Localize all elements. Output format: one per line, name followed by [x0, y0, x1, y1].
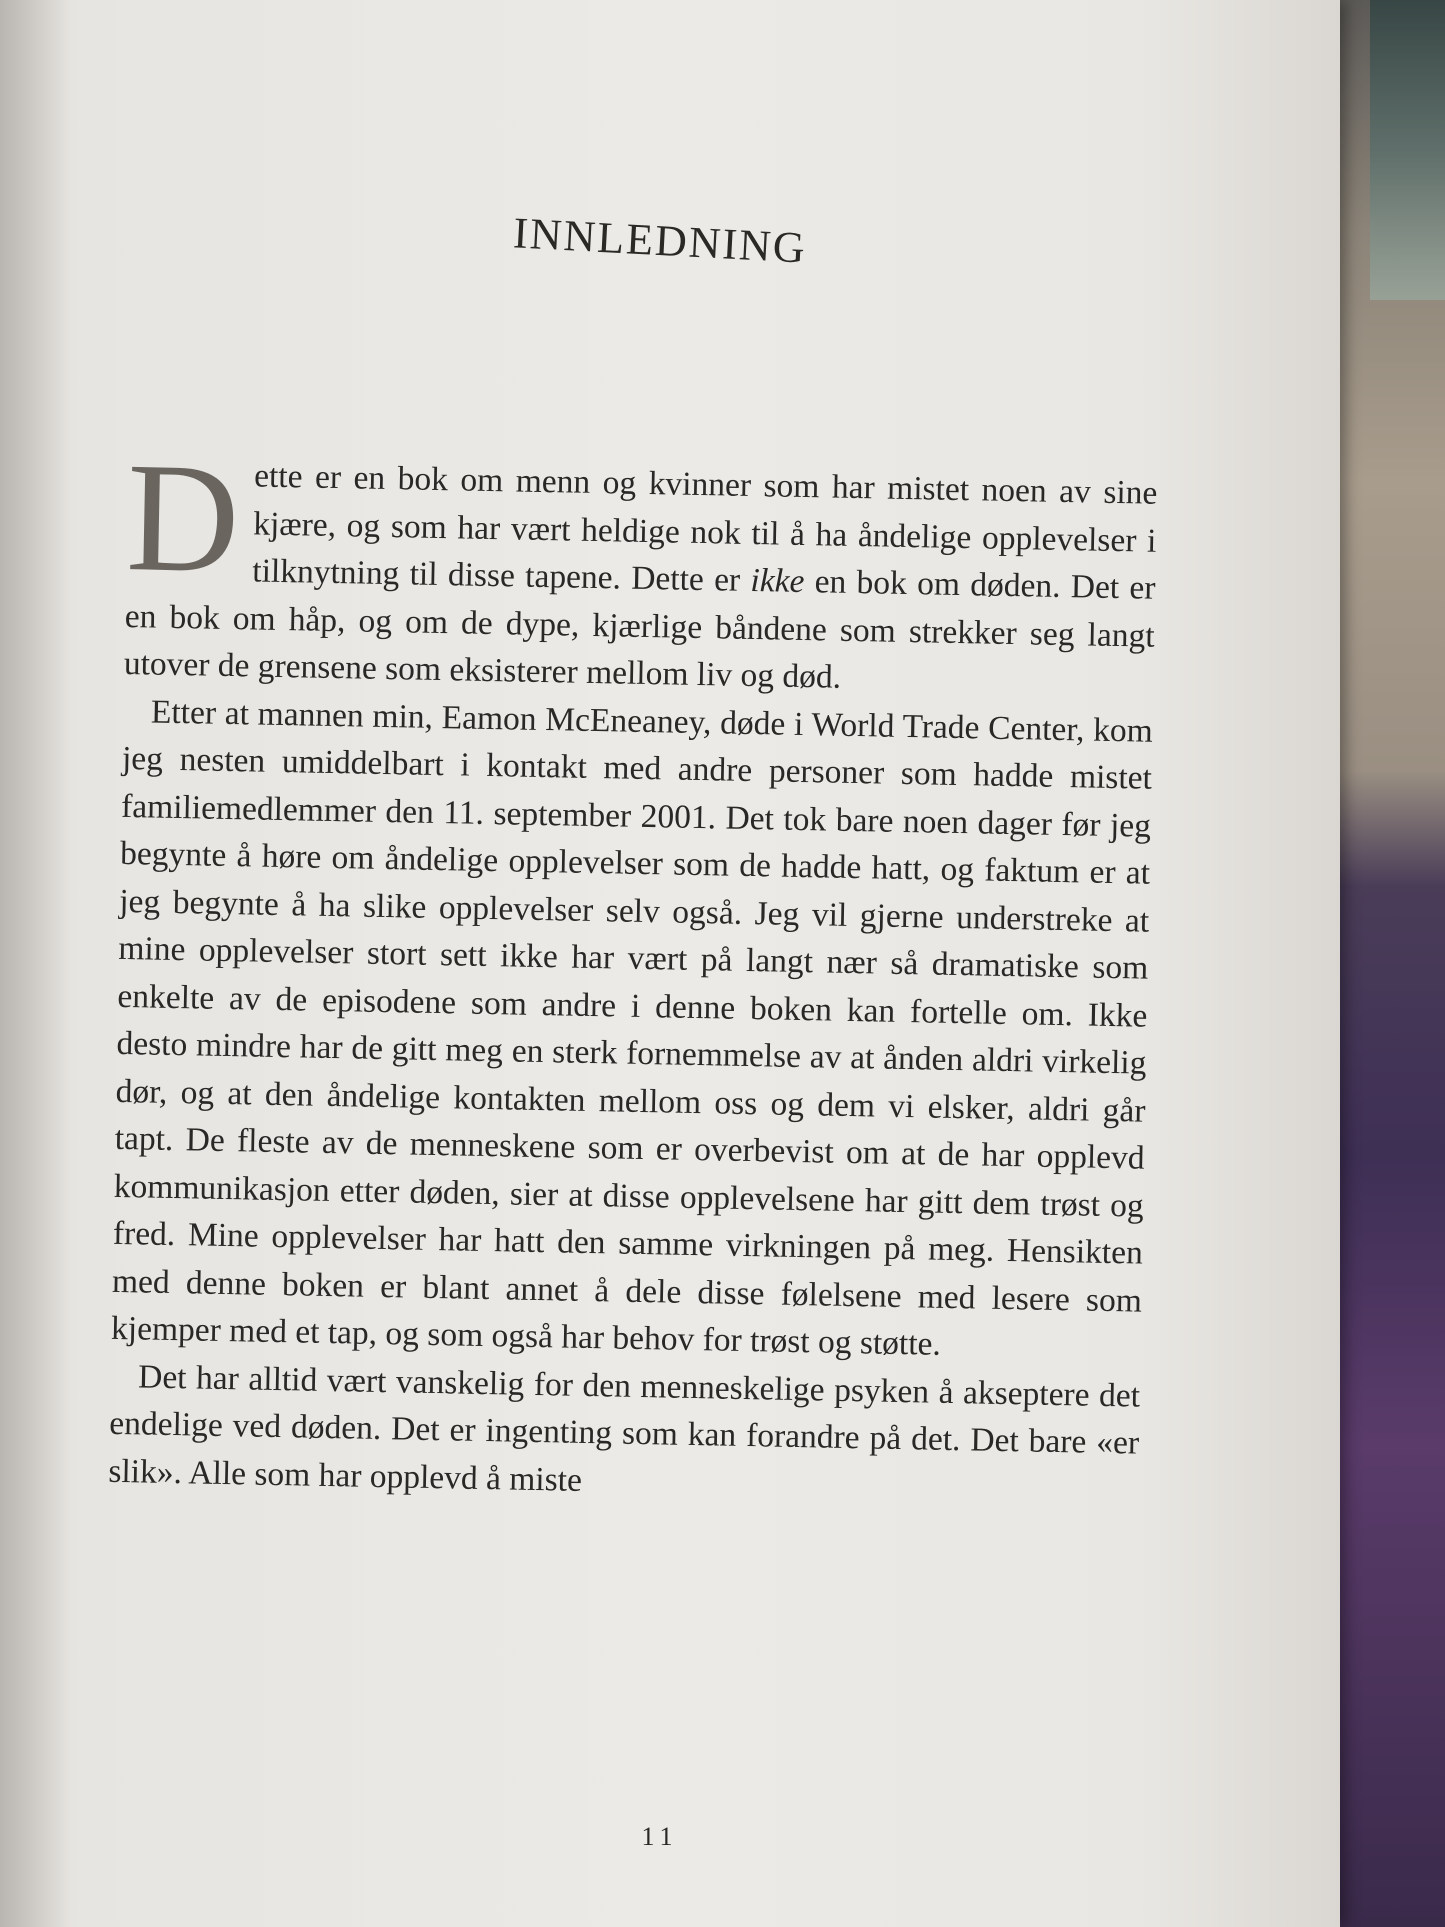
- paragraph-1: [123, 430, 1158, 707]
- background-table: [1330, 0, 1445, 1927]
- paragraph-3: Det har alltid vært vanskelig for den menneskelige psyken å akseptere det endelige ved døden. Det er ingenting som kan forandre på det. Det bare «er slik». Alle som har opplevd å miste: [108, 1357, 1141, 1499]
- chapter-title: INNLEDNING: [512, 208, 808, 273]
- emphasis-ikke: ikke: [750, 561, 805, 601]
- body-text: [108, 430, 1158, 1515]
- drop-cap: D: [125, 430, 242, 606]
- paragraph-1-text-b: en bok om døden. Det er en bok om håp, og om de dype, kjærlige båndene som strekker seg langt utover de grensene som eksisterer mellom liv og død.: [123, 563, 1156, 696]
- paragraph-2: Etter at mannen min, Eamon McEneaney, døde i World Trade Center, kom jeg nesten umiddelbart i kontakt med andre personer som hadde mistet familiemedlemmer den 11. september 2001. Det tok bare noen dager før jeg begynte å høre om åndelige opplevelser som de hadde hatt, og faktum er at jeg begynte å ha slike opplevelser selv også. Jeg vil gjerne understreke at mine opplevelser stort sett ikke har vært på langt nær så dramatiske som enkelte av de episodene som andre i denne boken kan fortelle om. Ikke desto mindre har de gitt meg en sterk fornemmelse av at ånden aldri virkelig dør, og at den åndelige kontakten mellom oss og dem vi elsker, aldri går tapt. De fleste av de menneskene som er overbevist om at de har opplevd kommunikasjon etter døden, sier at disse opplevelsene har gitt dem trøst og fred. Mine opplevelser har hatt den samme virkningen på meg. Hensikten med denne boken er blant annet å dele disse følelsene med lesere som kjemper med et tap, og som også har behov for trøst og støtte.: [110, 692, 1154, 1363]
- paragraph-1-text-a: ette er en bok om menn og kvinner som har mistet noen av sine kjære, og som har vært heldige nok til å ha åndelige opplevelser i tilknytning til disse tapene. Dette er: [252, 457, 1158, 599]
- page-number: 11: [641, 1822, 679, 1851]
